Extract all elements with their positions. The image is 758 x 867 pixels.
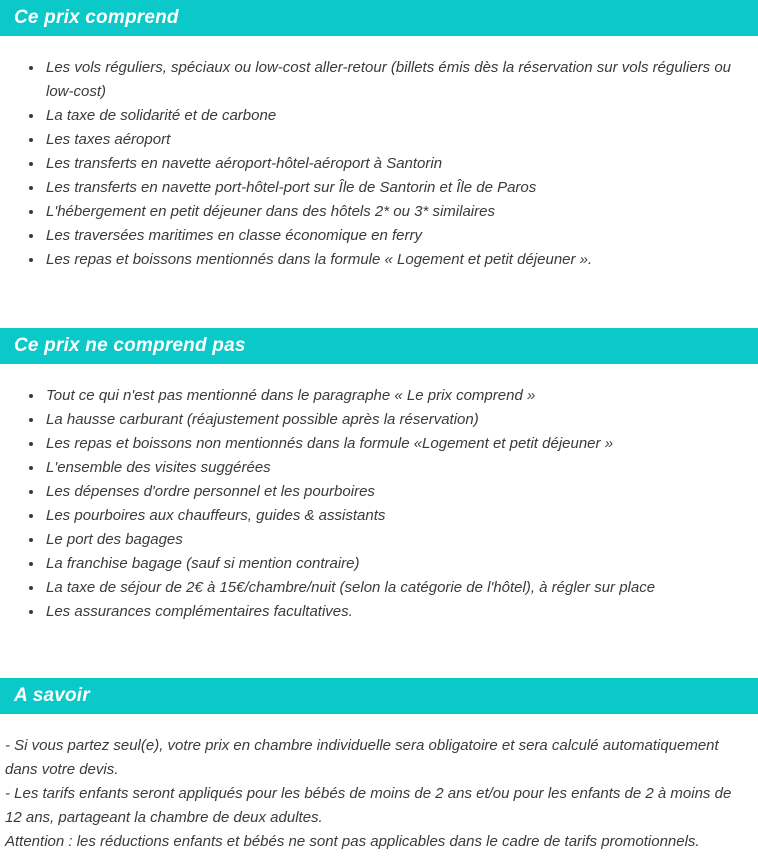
list-item: • L'ensemble des visites suggérées	[44, 456, 748, 480]
list-item: • Les transferts en navette aéroport-hôtel-aéroport à Santorin	[44, 152, 748, 176]
section-header-includes	[0, 0, 758, 36]
section-header-excludes	[0, 328, 758, 364]
list-item: • Les repas et boissons mentionnés dans la formule « Logement et petit déjeuner ».	[44, 248, 748, 272]
notes-paragraphs	[0, 714, 758, 854]
section-price-includes	[0, 0, 758, 272]
list-item: • La taxe de séjour de 2€ à 15€/chambre/nuit (selon la catégorie de l'hôtel), à régler sur place	[44, 576, 748, 600]
excludes-bullet-list	[0, 384, 758, 624]
section-title-includes: Ce prix comprend	[14, 7, 179, 28]
list-item: • Tout ce qui n'est pas mentionné dans le paragraphe « Le prix comprend »	[44, 384, 748, 408]
list-item: • Les pourboires aux chauffeurs, guides & assistants	[44, 504, 748, 528]
list-item: • Les dépenses d'ordre personnel et les pourboires	[44, 480, 748, 504]
section-price-excludes	[0, 328, 758, 624]
list-item: • La hausse carburant (réajustement possible après la réservation)	[44, 408, 748, 432]
section-header-notes	[0, 678, 758, 714]
list-item: • Le port des bagages	[44, 528, 748, 552]
list-item: • Les traversées maritimes en classe économique en ferry	[44, 224, 748, 248]
section-notes	[0, 678, 758, 854]
section-title-excludes: Ce prix ne comprend pas	[14, 335, 246, 356]
list-item: • Les repas et boissons non mentionnés dans la formule «Logement et petit déjeuner »	[44, 432, 748, 456]
list-item: • La taxe de solidarité et de carbone	[44, 104, 748, 128]
list-item: • Les vols réguliers, spéciaux ou low-cost aller-retour (billets émis dès la réservation sur vols réguliers ou low-cost)	[44, 56, 748, 104]
includes-bullet-list	[0, 56, 758, 272]
list-item: • Les transferts en navette port-hôtel-port sur Île de Santorin et Île de Paros	[44, 176, 748, 200]
list-item: • Les taxes aéroport	[44, 128, 748, 152]
list-item: • L'hébergement en petit déjeuner dans des hôtels 2* ou 3* similaires	[44, 200, 748, 224]
note-paragraph: Attention : les réductions enfants et bébés ne sont pas applicables dans le cadre de tarifs promotionnels.	[5, 833, 700, 850]
section-spacer	[0, 624, 758, 678]
list-item: • Les assurances complémentaires facultatives.	[44, 600, 748, 624]
section-spacer	[0, 272, 758, 328]
note-paragraph: - Les tarifs enfants seront appliqués pour les bébés de moins de 2 ans et/ou pour les enfants de 2 à moins de 12 ans, partageant la chambre de deux adultes.	[5, 785, 732, 826]
section-title-notes: A savoir	[14, 685, 90, 706]
list-item: • La franchise bagage (sauf si mention contraire)	[44, 552, 748, 576]
note-paragraph: - Si vous partez seul(e), votre prix en chambre individuelle sera obligatoire et sera calculé automatiquement dans votre devis.	[5, 737, 719, 778]
